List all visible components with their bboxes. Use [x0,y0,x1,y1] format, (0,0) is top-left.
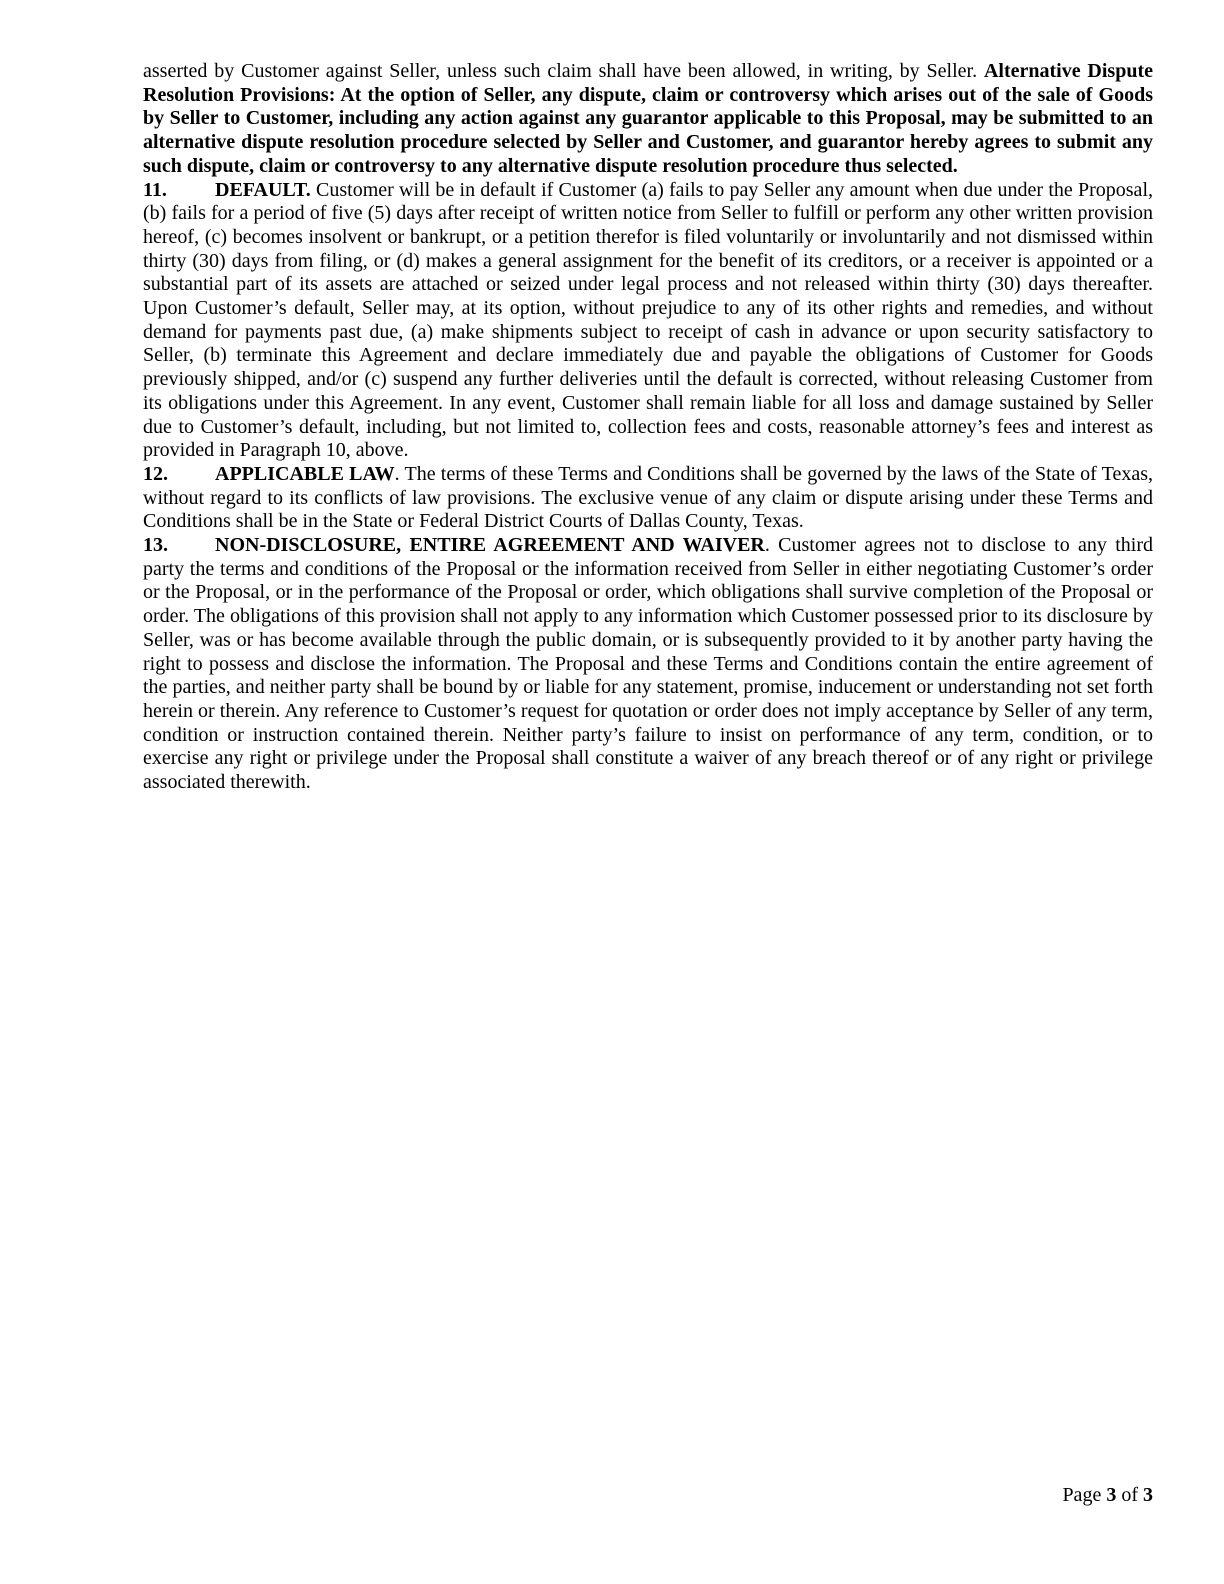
section-13-number: 13. [143,534,168,557]
section-12-body-text: . The terms of these Terms and Conditions shall be governed by the laws of the State of Texas, without regard to its conflicts of law provisions. The exclusive venue of any claim or dispute arising under these Terms and Conditions shall be in the State or Federal District Courts of Dallas County, Texas. [143,462,1153,533]
section-13-non-disclosure [143,534,1153,795]
section-13-heading: NON-DISCLOSURE, ENTIRE AGREEMENT AND WAIVER [215,534,765,557]
section-13-body-text: . Customer agrees not to disclose to any third party the terms and conditions of the Proposal or the information received from Seller in either negotiating Customer’s order or the Proposal, or in the performance of the Proposal or order, which obligations shall survive completion of the Proposal or order. The obligations of this provision shall not apply to any information which Customer possessed prior to its disclosure by Seller, was or has become available through the public domain, or is subsequently provided to it by another party having the right to possess and disclose the information. The Proposal and these Terms and Conditions contain the entire agreement of the parties, and neither party shall be bound by or liable for any statement, promise, inducement or understanding not set forth herein or therein. Any reference to Customer’s request for quotation or order does not imply acceptance by Seller of any term, condition or instruction contained therein. Neither party’s failure to insist on performance of any term, condition, or to exercise any right or privilege under the Proposal shall constitute a waiver of any breach thereof or of any right or privilege associated therewith. [143,534,1153,794]
section-12-number: 12. [143,462,168,485]
footer-page-number: 3 [1106,1484,1117,1506]
section-11-heading: DEFAULT. [215,178,311,201]
alternative-dispute-resolution-bold-text: Alternative Dispute Resolution Provisions: At the option of Seller, any dispute, claim or controversy which arises out of the sale of Goods by Seller to Customer, including any action against any guarantor applicable to this Proposal, may be submitted to an alternative dispute resolution procedure selected by Seller and Customer, and guarantor hereby agrees to submit any such dispute, claim or controversy to any alternative dispute resolution procedure thus selected. [143,60,1153,177]
section-11-default [143,179,1153,463]
section-11-body-text: Customer will be in default if Customer (a) fails to pay Seller any amount when due under the Proposal, (b) fails for a period of five (5) days after receipt of written notice from Seller to fulfill or perform any other written provision hereof, (c) becomes insolvent or bankrupt, or a petition therefor is filed voluntarily or involuntarily and not dismissed within thirty (30) days from filing, or (d) makes a general assignment for the benefit of its creditors, or a receiver is appointed or a substantial part of its assets are attached or seized under legal process and not released within thirty (30) days thereafter. Upon Customer’s default, Seller may, at its option, without prejudice to any of its other rights and remedies, and without demand for payments past due, (a) make shipments subject to receipt of cash in advance or upon security satisfactory to Seller, (b) terminate this Agreement and declare immediately due and payable the obligations of Customer for Goods previously shipped, and/or (c) suspend any further deliveries until the default is corrected, without releasing Customer from its obligations under this Agreement. In any event, Customer shall remain liable for all loss and damage sustained by Seller due to Customer’s default, including, but not limited to, collection fees and costs, reasonable attorney’s fees and interest as provided in Paragraph 10, above. [143,178,1153,462]
footer-of-label: of [1121,1484,1138,1506]
terms-and-conditions-body [143,60,1153,795]
footer-page-label: Page [1062,1484,1102,1506]
paragraph-continuation [143,60,1153,179]
continuation-regular-text: asserted by Customer against Seller, unless such claim shall have been allowed, in writing, by Seller. [143,60,984,82]
section-12-applicable-law [143,463,1153,534]
page-footer [1062,1484,1153,1508]
section-11-number: 11. [143,178,167,201]
section-12-heading: APPLICABLE LAW [215,462,395,485]
footer-total-pages: 3 [1143,1484,1153,1506]
